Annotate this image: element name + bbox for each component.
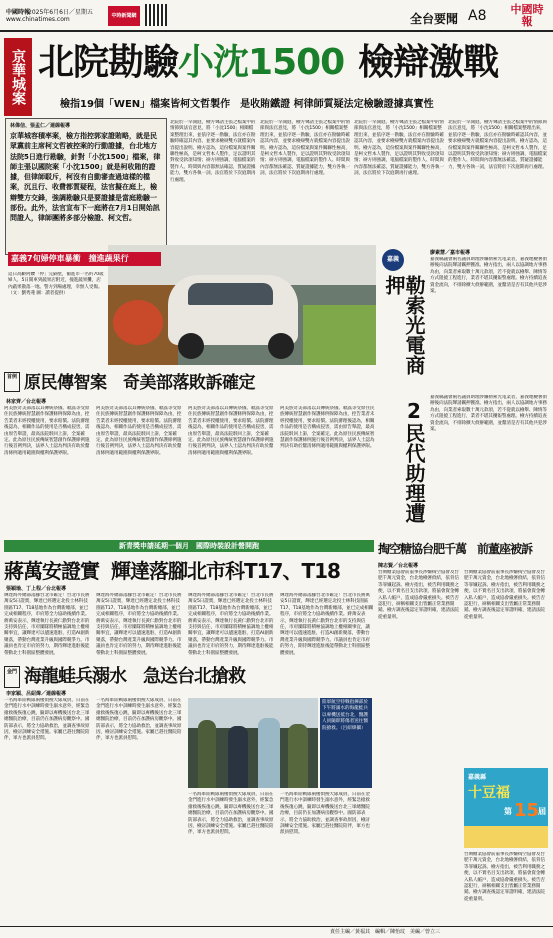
vert-badge: 嘉義 [382,249,404,271]
frogman-story [4,660,374,920]
ad-line-2: 十豆福 [468,785,510,801]
paper-name: 中國時報 [6,9,31,16]
aboriginal-body-col-2: 阿美族奇美部落以其傳統祭儀、歌謠等受原住民族傳統智慧創作保護條例保障為由，控告業者未經授權使用，要求賠償。法院審理後認為，相關作品的使用是否構成侵害，需由原告舉證，最高法院駁回上訴，全案確定。此為原住民族傳統智慧創作保護條例施行後首例判決，法界人士認為判決有助於釐清條例適用範圍與權利保護界限。 [96,406,182,456]
frogman-body-col-1: 一名海軍陸戰隊兩棲偵搜大隊成員，日前在金門進行水中訓練時發生溺水意外，經緊急搶救後恢復心跳，隨即以專機後送台北三軍總醫院治療，目前仍在加護病房觀察中。國防部表示，將全力協助救治，並調查事故原因，檢討訓練安全措施。家屬已趕往醫院陪伴，軍方也派員慰問。 [4,698,90,742]
vert-body-col-1: 嘉義縣議會兩名議員助理涉嫌勒索光電業者，嘉義地檢署偵辦後向法院聲請羈押獲准。檢方指出，兩人以協調地方事務為由，向業者索取數十萬元款項，若不從就以檢舉、陳情等方式阻撓工程進行，業者不堪其擾報警處理。檢方持續追查資金流向，不排除擴大偵辦範圍，並釐清是否有其他共犯涉案。 [430,257,547,295]
vert-headline: 勒索光電商 2民代助理遭押 [382,275,426,523]
site-url[interactable]: www.chinatimes.com [6,16,70,23]
kicker-label: 京華城案 [4,38,32,116]
nvidia-headline-a: 蔣萬安 [4,559,61,583]
frogman-body-col-4: 一名海軍陸戰隊兩棲偵搜大隊成員，日前在金門進行水中訓練時發生溺水意外，經緊急搶救後恢復心跳，隨即以專機後送台北三軍總醫院治療，目前仍在加護病房觀察中。國防部表示，將全力協助救治，並調查事故原因，檢討訓練安全措施。家屬已趕往醫院陪伴，軍方也派員慰問。 [280,792,370,836]
feature-banner: 嘉義7旬婦停車暴衝 撞進蔬果行 [8,252,161,266]
aboriginal-body-col-4: 阿美族奇美部落以其傳統祭儀、歌謠等受原住民族傳統智慧創作保護條例保障為由，控告業者未經授權使用，要求賠償。法院審理後認為，相關作品的使用是否構成侵害，需由原告舉證，最高法院駁回上訴，全案確定。此為原住民族傳統智慧創作保護條例施行後首例判決，法界人士認為判決有助於釐清條例適用範圍與權利保護界限。 [280,406,375,450]
qr-code-icon [145,4,167,26]
aboriginal-body-col-3: 阿美族奇美部落以其傳統祭儀、歌謠等受原住民族傳統智慧創作保護條例保障為由，控告業者未經授權使用，要求賠償。法院審理後認為，相關作品的使用是否構成侵害，需由原告舉證，最高法院駁回上訴，全案確定。此為原住民族傳統智慧創作保護條例施行後首例判決，法界人士認為判決有助於釐清條例適用範圍與權利保護界限。 [188,406,274,456]
masthead [0,0,553,36]
frogman-body-col-3: 一名海軍陸戰隊兩棲偵搜大隊成員，日前在金門進行水中訓練時發生溺水意外，經緊急搶救後恢復心跳，隨即以專機後送台北三軍總醫院治療，目前仍在加護病房觀察中。國防部表示，將全力協助救治，並調查事故原因，檢討訓練安全措施。家屬已趕往醫院陪伴，軍方也派員慰問。 [188,792,274,836]
aboriginal-byline: 林家齊／台北報導 [6,399,47,405]
brand-logo: 中國時報 [510,3,544,28]
page-number: A8 [468,8,487,24]
main-body-col-1: 北院於一早開庭，檢方聲請主張之檔案中的情節與法官意見，將「小沈1500」相關檔案整理出來，並依序逐一勘驗，法官亦在勘驗時確認其內容，並要求檢辯雙方就檔案內容提出說明。檢方認為，這份檔案與案件關聯性極高，是柯文哲本人製作，足以證明其對收受款項知情；辯方則強調，電腦檔案的製作人、時間與內容都無法確認，質疑證據能力，雙方各執一詞，法官將於下次庭期再行處理。 [170,120,256,183]
nvidia-headline [4,555,340,584]
main-headline [38,34,498,85]
main-byline: 林偉信、張孟仁／連線報導 [10,123,71,129]
sugar-story [378,540,550,925]
headline-part-c: 檢辯激戰 [358,42,499,83]
main-body-col-4: 北院於一早開庭，檢方聲請主張之檔案中的情節與法官意見，將「小沈1500」相關檔案整理出來，並依序逐一勘驗，法官亦在勘驗時確認其內容，並要求檢辯雙方就檔案內容提出說明。檢方認為，這份檔案與案件關聯性極高，是柯文哲本人製作，足以證明其對收受款項知情；辯方則強調，電腦檔案的製作人、時間與內容都無法確認，質疑證據能力，雙方各執一詞，法官將於下次庭期再行處理。 [448,120,547,170]
main-body-col-2: 北院於一早開庭，檢方聲請主張之檔案中的情節與法官意見，將「小沈1500」相關檔案整理出來，並依序逐一勘驗，法官亦在勘驗時確認其內容，並要求檢辯雙方就檔案內容提出說明。檢方認為，這份檔案與案件關聯性極高，是柯文哲本人製作，足以證明其對收受款項知情；辯方則強調，電腦檔案的製作人、時間與內容都無法確認，質疑證據能力，雙方各執一詞，法官將於下次庭期再行處理。 [260,120,350,177]
frogman-photo [188,698,318,788]
nvidia-body-col-2: 輝達海外總部落腳台北市確定！台北市長蔣萬安5日證實，輝達已經選定北投士林科技園區T17、T18基地作為台灣新總部，並已完成相關程序，市府將全力協助後續作業。蔣萬安表示，輝達執行長黃仁勳對台北市的支持與信任，市府團隊將積極協調地上權相關事宜，讓輝達可以儘速進駐，打造AI創新聚落，帶動台灣產業升級與國際競爭力。市議員也肯定市府的努力，期待輝達進駐後能帶動北士科園區整體發展。 [96,593,182,656]
peanut-festival-ad[interactable] [464,768,548,848]
nvidia-headline-b: 證實 [61,559,99,583]
headline-part-a: 北院勘驗 [38,42,179,83]
nvidia-headline-c: 輝達落腳北市科T17、T18 [111,559,340,583]
frogman-caption: 陸軍航空特戰指揮部於下午將溺水的海龍蛙兵以專機送抵台北，醫護人員隨即將傷者送往醫院搶救。（呂紹煒攝） [320,698,372,788]
nvidia-body-col-3: 輝達海外總部落腳台北市確定！台北市長蔣萬安5日證實，輝達已經選定北投士林科技園區T17、T18基地作為台灣新總部，並已完成相關程序，市府將全力協助後續作業。蔣萬安表示，輝達執行長黃仁勳對台北市的支持與信任，市府團隊將積極協調地上權相關事宜，讓輝達可以儘速進駐，打造AI創新聚落，帶動台灣產業升級與國際競爭力。市議員也肯定市府的努力，期待輝達進駐後能帶動北士科園區整體發展。 [188,593,274,656]
aboriginal-badge: 首例 [4,372,20,392]
sugar-body-col-2: 台灣糖業協會前董事長涉嫌掏空協會及台肥千萬元資金，台北地檢署偵結，依背信等罪嫌起訴。檢方指出，被告利用職務之便，以不實名目支出款項，將協會資金轉入私人帳戶，造成協會嚴重損失。被告否認犯行，辯稱相關支出皆屬正常業務開銷。檢方調查後認定罪證明確，建請法院從重量刑。 [464,570,545,620]
frogman-byline: 李家穎、呂紹煒／連線報導 [6,691,67,697]
small-logo: 中時新聞網 [108,6,140,26]
vert-byline: 廖素慧／嘉市報導 [430,250,471,256]
ad-line-3: 第 [504,807,512,816]
nvidia-story [4,555,374,655]
aboriginal-headline: 原民傳智案 奇美部落敗訴確定 [24,373,255,393]
sugar-body-col-1: 台灣糖業協會前董事長涉嫌掏空協會及台肥千萬元資金，台北地檢署偵結，依背信等罪嫌起訴。檢方指出，被告利用職務之便，以不實名目支出款項，將協會資金轉入私人帳戶，造成協會嚴重損失。被告否認犯行，辯稱相關支出皆屬正常業務開銷。檢方調查後認定罪證明確，建請法院從重量刑。 [378,570,459,620]
sugar-headline: 掏空糖協台肥千萬 前董座被訴 [378,542,533,556]
footer-divider [0,926,553,927]
lead-text: 京華城容積率案，檢方指控郭家證賄略，就是民眾黨前主席柯文哲被控案的行動證據，台北地方法院5日進行勘驗，針對「小沈1500」檔案，律師主張以國院案「小沈1500」就是柯收賄的證據，但律師駁斥，柯沒有自動審查過這樣的檔案，沉且行、收費都質疑程，法官擬在庭上，檢辯雙方交鋒，強調勘驗只是要證據是當庭勘驗一部份。此外，法官宣布下一庭將在7月1日開始訊問證人，律師團將多部分檢證、柯文哲。 [10,132,161,223]
vertical-story [380,245,550,535]
sugar-byline: 陳志賢／台北報導 [378,563,419,569]
issue-date: 2025年6月6日／星期五 [28,9,93,16]
ad-line-4: 15 [514,800,540,821]
frogman-headline: 海龍蛙兵溺水 急送台北搶救 [24,666,245,687]
masthead-divider [0,30,553,32]
nvidia-body-col-1: 輝達海外總部落腳台北市確定！台北市長蔣萬安5日證實，輝達已經選定北投士林科技園區T17、T18基地作為台灣新總部，並已完成相關程序，市府將全力協助後續作業。蔣萬安表示，輝達執行長黃仁勳對台北市的支持與信任，市府團隊將積極協調地上權相關事宜，讓輝達可以儘速進駐，打造AI創新聚落，帶動台灣產業升級與國際競爭力。市議員也肯定市府的努力，期待輝達進駐後能帶動北士科園區整體發展。 [4,593,90,656]
ad-line-5: 屆 [538,807,546,816]
aboriginal-body-col-1: 阿美族奇美部落以其傳統祭儀、歌謠等受原住民族傳統智慧創作保護條例保障為由，控告業者未經授權使用，要求賠償。法院審理後認為，相關作品的使用是否構成侵害，需由原告舉證，最高法院駁回上訴，全案確定。此為原住民族傳統智慧創作保護條例施行後首例判決，法界人士認為判決有助於釐清條例適用範圍與權利保護界限。 [4,406,90,456]
frogman-badge: 金門 [4,666,20,688]
footer-credits: 責任主編／黃福其 編輯／陳怡玟 美編／曾立三 [330,929,441,935]
feature-caption: 這日高齡阿嬤「停」完隔壁，衝進市一名約70歲婦人，5日開車到蔬果店附近，撞進蔬果攤，店內蔬果散落一地。警方到場處理，幸無人受傷。（文：劉秀蓮 圖：讀者提供） [8,272,104,297]
ad-line-1: 嘉義縣 [468,774,487,781]
frogman-body-col-2: 一名海軍陸戰隊兩棲偵搜大隊成員，日前在金門進行水中訓練時發生溺水意外，經緊急搶救後恢復心跳，隨即以專機後送台北三軍總醫院治療，目前仍在加護病房觀察中。國防部表示，將全力協助救治，並調查事故原因，檢討訓練安全措施。家屬已趕往醫院陪伴，軍方也派員慰問。 [96,698,182,742]
main-body-col-3: 北院於一早開庭，檢方聲請主張之檔案中的情節與法官意見，將「小沈1500」相關檔案整理出來，並依序逐一勘驗，法官亦在勘驗時確認其內容，並要求檢辯雙方就檔案內容提出說明。檢方認為，這份檔案與案件關聯性極高，是柯文哲本人製作，足以證明其對收受款項知情；辯方則強調，電腦檔案的製作人、時間與內容都無法確認，質疑證據能力，雙方各執一詞，法官將於下次庭期再行處理。 [354,120,444,177]
section-name: 全台要聞 [410,12,459,26]
lead-box [5,118,167,255]
promo-strip: 新青獎申請延期一個月 國際時裝設計營開跑 [4,540,374,552]
main-subhead: 檢指19個「WEN」檔案皆柯文哲製作 是收賄鐵證 柯律師質疑法定檢驗證據真實性 [60,99,434,110]
nvidia-body-col-4: 輝達海外總部落腳台北市確定！台北市長蔣萬安5日證實，輝達已經選定北投士林科技園區T17、T18基地作為台灣新總部，並已完成相關程序，市府將全力協助後續作業。蔣萬安表示，輝達執行長黃仁勳對台北市的支持與信任，市府團隊將積極協調地上權相關事宜，讓輝達可以儘速進駐，打造AI創新聚落，帶動台灣產業升級與國際競爭力。市議員也肯定市府的努力，期待輝達進駐後能帶動北士科園區整體發展。 [280,593,374,656]
vert-body-col-2: 嘉義縣議會兩名議員助理涉嫌勒索光電業者，嘉義地檢署偵辦後向法院聲請羈押獲准。檢方指出，兩人以協調地方事務為由，向業者索取數十萬元款項，若不從就以檢舉、陳情等方式阻撓工程進行，業者不堪其擾報警處理。檢方持續追查資金流向，不排除擴大偵辦範圍，並釐清是否有其他共犯涉案。 [430,395,547,433]
aboriginal-story [4,368,378,538]
nvidia-byline: 張穎瑜、丁上程／台北報導 [6,586,67,592]
sugar-body-col-3: 台灣糖業協會前董事長涉嫌掏空協會及台肥千萬元資金，台北地檢署偵結，依背信等罪嫌起訴。檢方指出，被告利用職務之便，以不實名目支出款項，將協會資金轉入私人帳戶，造成協會嚴重損失。被告否認犯行，辯稱相關支出皆屬正常業務開銷。檢方調查後認定罪證明確，建請法院從重量刑。 [464,852,545,902]
headline-part-b: 小沈1500 [178,42,345,83]
